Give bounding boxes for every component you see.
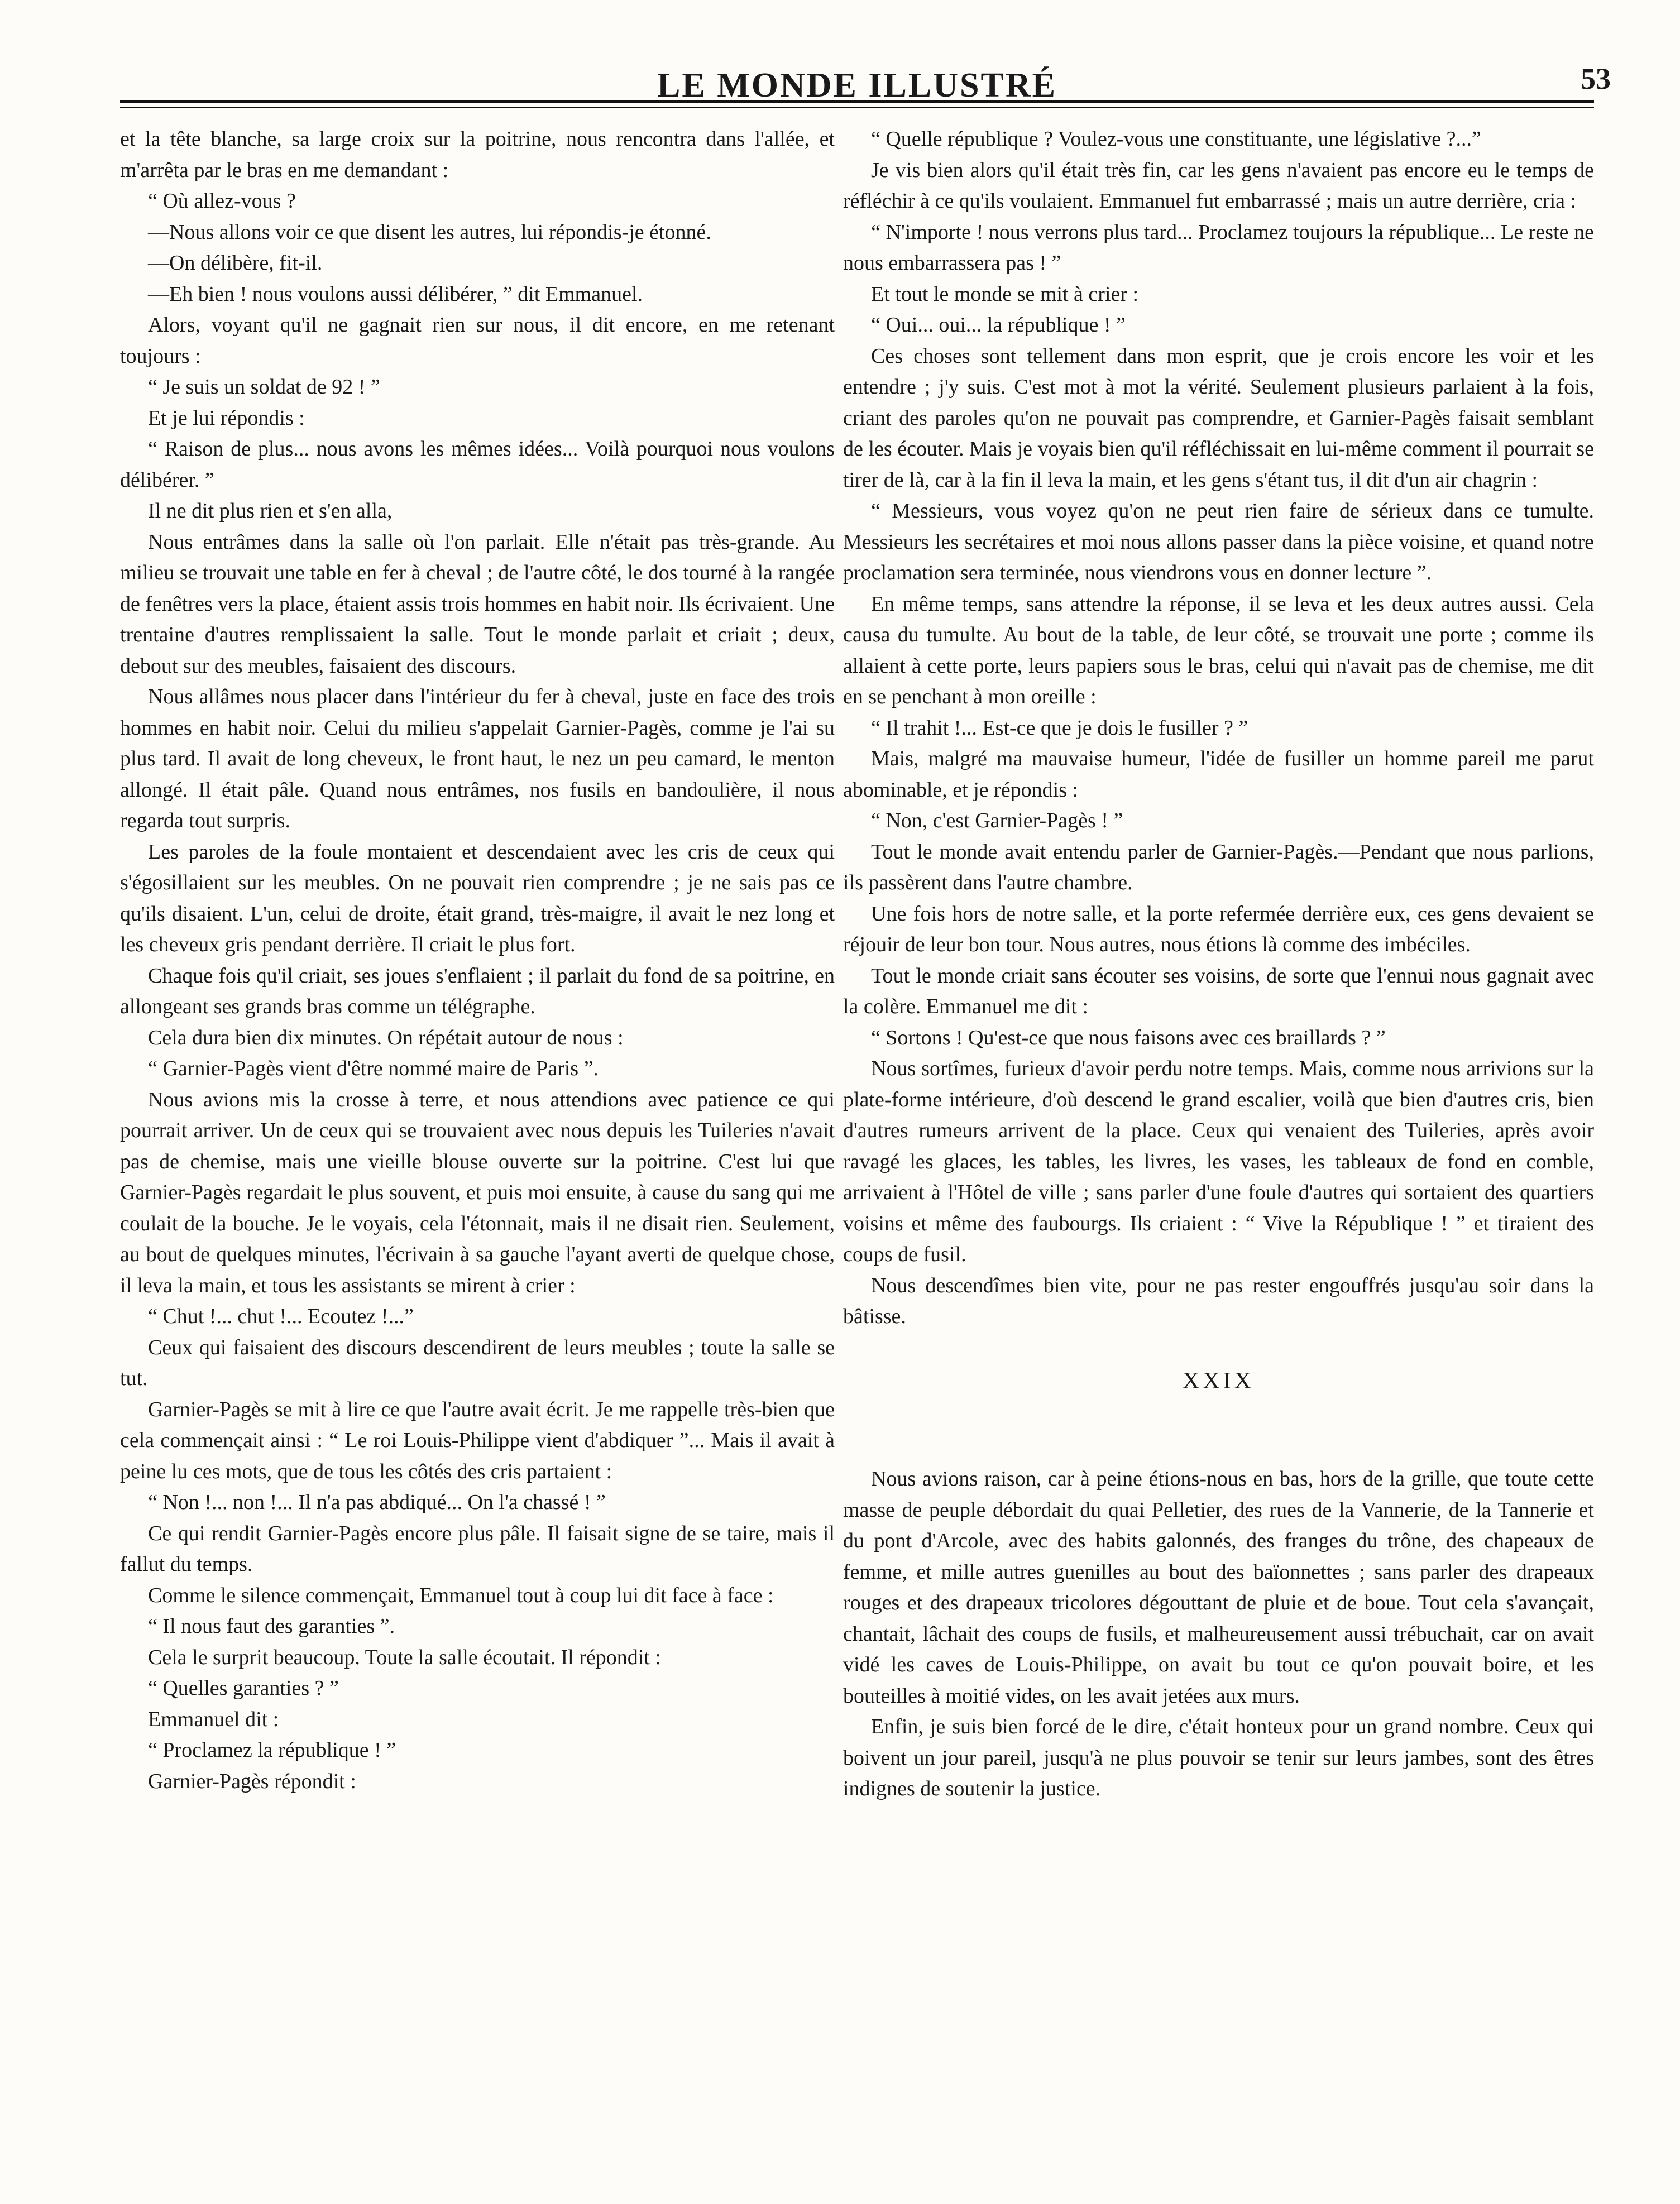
paragraph: “ Garnier-Pagès vient d'être nommé maire de Paris ”. — [148, 1057, 599, 1080]
paragraph: En même temps, sans attendre la réponse, il se leva et les deux autres aussi. Cela causa du tumulte. Au bout de la table, de leur côté, se trouvait une porte ; comme ils allaient à cette porte, leurs papiers sous le bras, celui qui n'avait pas de chemise, me dit en se penchant à mon oreille : — [843, 592, 1594, 708]
paragraph: —Eh bien ! nous voulons aussi délibérer, ” dit Emmanuel. — [148, 282, 643, 306]
chapter-heading: XXIX — [1183, 1368, 1255, 1394]
paragraph: Tout le monde avait entendu parler de Garnier-Pagès.—Pendant que nous parlions, ils passèrent dans l'autre chambre. — [843, 840, 1594, 894]
paragraph: Mais, malgré ma mauvaise humeur, l'idée de fusiller un homme pareil me parut abominable, et je répondis : — [843, 747, 1594, 802]
header-rule-thick — [120, 100, 1594, 103]
paragraph: “ Messieurs, vous voyez qu'on ne peut rien faire de sérieux dans ce tumulte. Messieurs les secrétaires et moi nous allons passer dans la pièce voisine, et quand notre proclamation sera terminée, nous viendrons vous en donner lecture ”. — [843, 499, 1594, 584]
paragraph: “ Non !... non !... Il n'a pas abdiqué... On l'a chassé ! ” — [148, 1491, 606, 1514]
paragraph: Comme le silence commençait, Emmanuel tout à coup lui dit face à face : — [148, 1583, 774, 1607]
paragraph: Ces choses sont tellement dans mon esprit, que je crois encore les voir et les entendre ; j'y suis. C'est mot à mot la vérité. Seulement plusieurs parlaient à la fois, criant des paroles qu'on ne pouvait pas comprendre, et Garnier-Pagès faisait semblant de les écouter. Mais je voyais bien qu'il réfléchissait en lui-même comment il pourrait se tirer de là, car à la fin il leva la main, et les gens s'étant tus, il dit d'un air chagrin : — [843, 344, 1594, 492]
paragraph: Enfin, je suis bien forcé de le dire, c'était honteux pour un grand nombre. Ceux qui boivent un jour pareil, jusqu'à ne plus pouvoir se tenir sur leurs jambes, sont des êtres indignes de soutenir la justice. — [843, 1715, 1594, 1800]
paragraph: —Nous allons voir ce que disent les autres, lui répondis-je étonné. — [148, 220, 711, 244]
right-column — [843, 124, 1594, 2173]
paragraph: Nous entrâmes dans la salle où l'on parlait. Elle n'était pas très-grande. Au milieu se trouvait une table en fer à cheval ; de l'autre côté, le dos tourné à la rangée de fenêtres vers la place, étaient assis trois hommes en habit noir. Ils écrivaient. Une trentaine d'autres remplissaient la salle. Tout le monde parlait et criait ; deux, debout sur des meubles, faisaient des discours. — [120, 530, 835, 678]
left-column — [120, 124, 835, 2173]
paragraph: “ Je suis un soldat de 92 ! ” — [148, 375, 380, 399]
paragraph: “ Quelle république ? Voulez-vous une constituante, une législative ?...” — [871, 127, 1481, 151]
paragraph: Je vis bien alors qu'il était très fin, car les gens n'avaient pas encore eu le temps de réfléchir à ce qu'ils voulaient. Emmanuel fut embarrassé ; mais un autre derrière, cria : — [843, 158, 1594, 213]
paragraph: Tout le monde criait sans écouter ses voisins, de sorte que l'ennui nous gagnait avec la colère. Emmanuel me dit : — [843, 964, 1594, 1018]
paragraph: Ce qui rendit Garnier-Pagès encore plus pâle. Il faisait signe de se taire, mais il fallut du temps. — [120, 1521, 835, 1576]
paragraph: Une fois hors de notre salle, et la porte refermée derrière eux, ces gens devaient se réjouir de leur bon tour. Nous autres, nous étions là comme des imbéciles. — [843, 902, 1594, 956]
paragraph: “ Raison de plus... nous avons les mêmes idées... Voilà pourquoi nous voulons délibérer. ” — [120, 437, 835, 492]
paragraph: Cela le surprit beaucoup. Toute la salle écoutait. Il répondit : — [148, 1645, 661, 1669]
paragraph: “ Chut !... chut !... Ecoutez !...” — [148, 1305, 414, 1328]
paragraph: Nous avions mis la crosse à terre, et nous attendions avec patience ce qui pourrait arriver. Un de ceux qui se trouvaient avec nous depuis les Tuileries n'avait pas de chemise, mais une vieille blouse ouverte sur la poitrine. C'est lui que Garnier-Pagès regardait le plus souvent, et puis moi ensuite, à cause du sang qui me coulait de la bouche. Je le voyais, cela l'étonnait, mais il ne disait rien. Seulement, au bout de quelques minutes, l'écrivain à sa gauche l'ayant averti de quelque chose, il leva la main, et tous les assistants se mirent à crier : — [120, 1087, 835, 1297]
paragraph: Nous avions raison, car à peine étions-nous en bas, hors de la grille, que toute cette masse de peuple débordait du quai Pelletier, des rues de la Vannerie, de la Tannerie et du pont d'Arcole, avec des habits galonnés, des franges du trône, des chapeaux de femme, et mille autres guenilles au bout des baïonnettes ; sans parler des drapeaux rouges et des drapeaux tricolores dégouttant de pluie et de boue. Tout cela s'avançait, chantait, lâchait des coups de fusils, et malheureusement aussi trébuchait, car on avait vidé les caves de Louis-Philippe, on avait bu tout ce qu'on pouvait boire, et les bouteilles à moitié vides, on les avait jetées aux murs. — [843, 1467, 1594, 1708]
paragraph: Nous descendîmes bien vite, pour ne pas rester engouffrés jusqu'au soir dans la bâtisse. — [843, 1273, 1594, 1328]
paragraph: “ Sortons ! Qu'est-ce que nous faisons avec ces braillards ? ” — [871, 1026, 1386, 1050]
paragraph: Cela dura bien dix minutes. On répétait autour de nous : — [148, 1026, 624, 1050]
paragraph: Chaque fois qu'il criait, ses joues s'enflaient ; il parlait du fond de sa poitrine, en allongeant ses grands bras comme un télégraphe. — [120, 964, 835, 1018]
paragraph: Emmanuel dit : — [148, 1707, 279, 1731]
paragraph: Alors, voyant qu'il ne gagnait rien sur nous, il dit encore, en me retenant toujours : — [120, 313, 835, 368]
paragraph: —On délibère, fit-il. — [148, 251, 323, 275]
paragraph: “ Quelles garanties ? ” — [148, 1676, 339, 1700]
paragraph: “ Il nous faut des garanties ”. — [148, 1614, 395, 1638]
paragraph: Garnier-Pagès répondit : — [148, 1769, 356, 1793]
paragraph: “ Non, c'est Garnier-Pagès ! ” — [871, 809, 1123, 832]
paragraph: “ Il trahit !... Est-ce que je dois le fusiller ? ” — [871, 716, 1248, 740]
paragraph: Et je lui répondis : — [148, 406, 305, 430]
masthead — [120, 61, 1611, 112]
publication-title: LE MONDE ILLUSTRÉ — [657, 66, 1057, 104]
paragraph: Les paroles de la foule montaient et descendaient avec les cris de ceux qui s'égosillaient sur les meubles. On ne pouvait rien comprendre ; je ne sais pas ce qu'ils disaient. L'un, celui de droite, était grand, très-maigre, il avait le nez long et les cheveux gris pendant derrière. Il criait le plus fort. — [120, 840, 835, 956]
paragraph: Et tout le monde se mit à crier : — [871, 282, 1139, 306]
paragraph: Nous allâmes nous placer dans l'intérieur du fer à cheval, juste en face des trois hommes en habit noir. Celui du milieu s'appelait Garnier-Pagès, comme je l'ai su plus tard. Il avait de long cheveux, le front haut, le nez un peu camard, le menton allongé. Il était pâle. Quand nous entrâmes, nos fusils en bandoulière, il nous regarda tout surpris. — [120, 685, 835, 832]
page-number: 53 — [1581, 62, 1611, 95]
paragraph: “ Oui... oui... la république ! ” — [871, 313, 1126, 337]
paragraph: et la tête blanche, sa large croix sur la poitrine, nous rencontra dans l'allée, et m'arrêta par le bras en me demandant : — [120, 127, 835, 182]
paragraph: Garnier-Pagès se mit à lire ce que l'autre avait écrit. Je me rappelle très-bien que cela commençait ainsi : “ Le roi Louis-Philippe vient d'abdiquer ”... Mais il avait à peine lu ces mots, que de tous les côtés des cris partaient : — [120, 1397, 835, 1483]
paragraph: Nous sortîmes, furieux d'avoir perdu notre temps. Mais, comme nous arrivions sur la plate-forme intérieure, d'où descend le grand escalier, voilà que bien d'autres cris, bien d'autres rumeurs arrivent de la place. Ceux qui venaient des Tuileries, après avoir ravagé les glaces, les tables, les livres, les vases, les tableaux de fond en comble, arrivaient à l'Hôtel de ville ; sans parler d'une foule d'autres qui sortaient des quartiers voisins et même des faubourgs. Ils criaient : “ Vive la République ! ” et tiraient des coups de fusil. — [843, 1057, 1594, 1266]
paragraph: “ Où allez-vous ? — [148, 189, 296, 213]
header-rule-thin — [120, 107, 1594, 108]
paragraph: Ceux qui faisaient des discours descendirent de leurs meubles ; toute la salle se tut. — [120, 1335, 835, 1390]
paragraph: “ Proclamez la république ! ” — [148, 1738, 396, 1762]
paragraph: “ N'importe ! nous verrons plus tard... Proclamez toujours la république... Le reste ne nous embarrassera pas ! ” — [843, 220, 1594, 275]
paragraph: Il ne dit plus rien et s'en alla, — [148, 499, 393, 523]
